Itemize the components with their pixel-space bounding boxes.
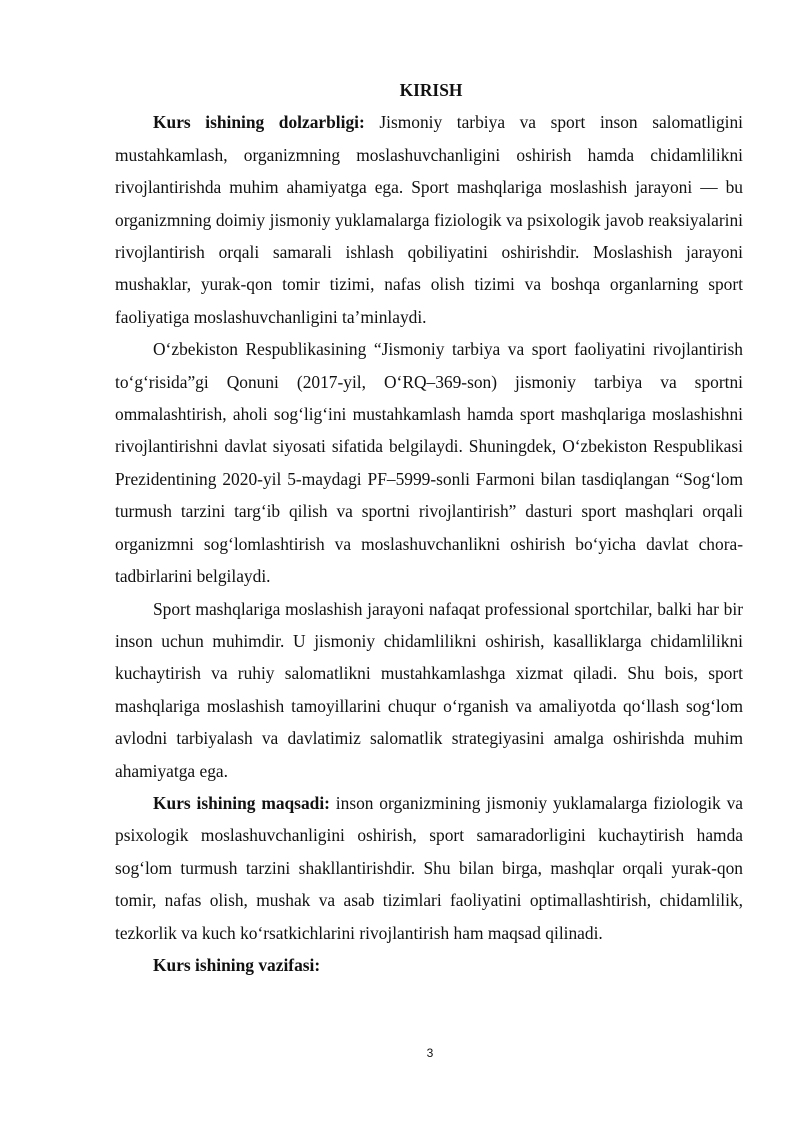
- section-title: KIRISH: [399, 80, 463, 100]
- paragraph-text: O‘zbekiston Respublikasining “Jismoniy tarbiya va sport faoliyatini rivojlantirish to‘g‘risida”gi Qonuni (2017-yil, O‘RQ–369-son) jismoniy tarbiya va sportni ommalashtirish, aholi sog‘lig‘ini mustahkamlash hamda sport mashqlariga moslashishni rivojlantirishni davlat siyosati sifatida belgilaydi. Shuningdek, O‘zbekiston Respublikasi Prezidentining 2020-yil 5-maydagi PF–5999-sonli Farmoni bilan tasdiqlangan “Sog‘lom turmush tarzini targ‘ib qilish va sportni rivojlantirish” dasturi sport mashqlari orqali organizmni sog‘lomlashtirish va moslashuvchanlikni oshirish bo‘yicha davlat chora-tadbirlarini belgilaydi.: [115, 339, 743, 587]
- page-body: [115, 74, 743, 981]
- paragraph-text: Sport mashqlariga moslashish jarayoni nafaqat professional sportchilar, balki har bir inson uchun muhimdir. U jismoniy chidamlilikni oshirish, kasalliklarga chidamlilikni kuchaytirish va ruhiy salomatlikni mustahkamlashga xizmat qiladi. Shu bois, sport mashqlariga moslashish tamoyillarini chuqur o‘rganish va amaliyotda qo‘llash sog‘lom avlodni tarbiyalash va davlatimiz salomatlik strategiyasini amalga oshirishda muhim ahamiyatga ega.: [115, 598, 743, 781]
- paragraph-lead: Kurs ishining maqsadi:: [153, 792, 330, 813]
- paragraph-tasks: [115, 949, 743, 981]
- paragraph-importance: [115, 593, 743, 787]
- paragraph-text: Jismoniy tarbiya va sport inson salomatligini mustahkamlash, organizmning moslashuvchanligini oshirish hamda chidamlilikni rivojlantirishda muhim ahamiyatga ega. Sport mashqlariga moslashish jarayoni — bu organizmning doimiy jismoniy yuklamalarga fiziologik va psixologik javob reaksiyalarini rivojlantirish orqali samarali ishlash qobiliyatini oshirishdir. Moslashish jarayoni mushaklar, yurak-qon tomir tizimi, nafas olish tizimi va boshqa organlarning sport faoliyatiga moslashuvchanligini ta’minlaydi.: [115, 112, 744, 327]
- paragraph-lead: Kurs ishining vazifasi:: [153, 954, 321, 975]
- paragraph-lead: Kurs ishining dolzarbligi:: [153, 112, 365, 133]
- paragraph-goal: [115, 787, 743, 949]
- paragraph-text: inson organizmining jismoniy yuklamalarga fiziologik va psixologik moslashuvchanligini oshirish, sport samaradorligini kuchaytirish hamda sog‘lom turmush tarzini shakllantirishdir. Shu bilan birga, mashqlar orqali yurak-qon tomir, nafas olish, mushak va asab tizimlari faoliyatini optimallashtirish, chidamlilik, tezkorlik va kuch ko‘rsatkichlarini rivojlantirish ham maqsad qilinadi.: [115, 792, 743, 943]
- paragraph-law: [115, 333, 743, 592]
- paragraph-relevance: [115, 106, 743, 333]
- page-number: 3: [426, 1046, 434, 1060]
